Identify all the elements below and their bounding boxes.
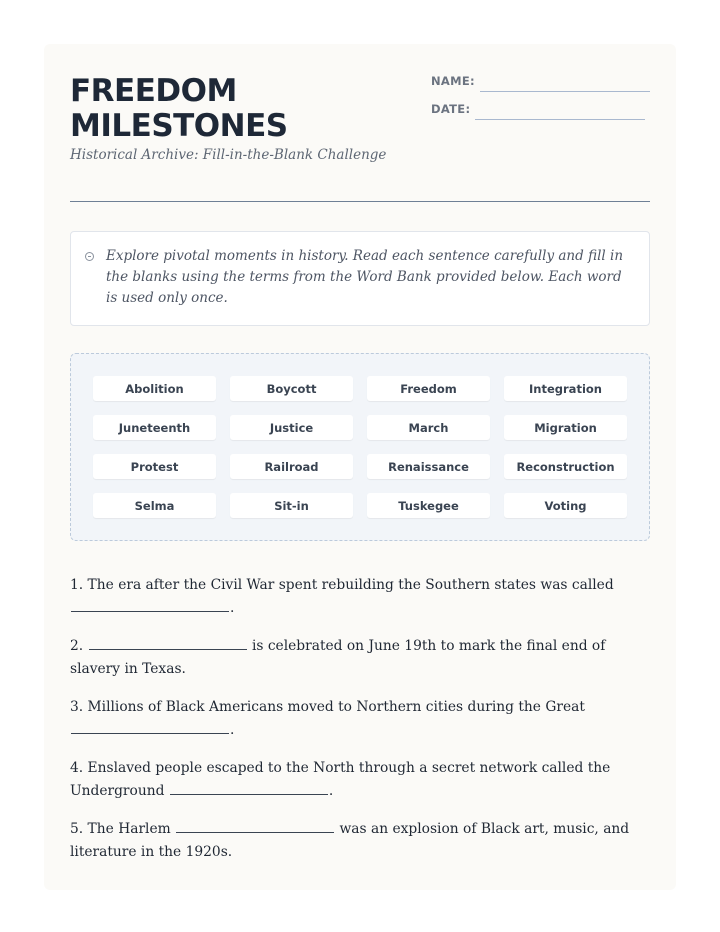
word-bank-chip[interactable]: Freedom <box>367 376 490 401</box>
word-bank-chip[interactable]: Renaissance <box>367 454 490 479</box>
question-text-after: is celebrated on June 19th to mark the final end of slavery in Texas. <box>70 638 606 677</box>
answer-blank[interactable] <box>71 597 229 612</box>
word-bank-grid <box>93 376 627 518</box>
header-divider <box>70 201 650 202</box>
word-bank-chip[interactable]: Boycott <box>230 376 353 401</box>
date-label: DATE: <box>431 102 471 116</box>
answer-blank[interactable] <box>89 635 247 650</box>
question-item <box>70 757 655 803</box>
name-field[interactable] <box>480 91 650 92</box>
answer-blank[interactable] <box>71 719 229 734</box>
page-title: FREEDOM MILESTONES <box>70 73 288 144</box>
word-bank-chip[interactable]: Migration <box>504 415 627 440</box>
answer-blank[interactable] <box>170 780 328 795</box>
question-text-before: 1. The era after the Civil War spent rebuilding the Southern states was called <box>70 577 614 593</box>
page-subtitle: Historical Archive: Fill-in-the-Blank Challenge <box>70 147 387 163</box>
word-bank-chip[interactable]: Justice <box>230 415 353 440</box>
word-bank-chip[interactable]: Juneteenth <box>93 415 216 440</box>
word-bank-chip[interactable]: Sit-in <box>230 493 353 518</box>
name-label: NAME: <box>431 74 475 88</box>
question-text-before: 2. <box>70 638 88 654</box>
question-text-after: . <box>230 600 235 616</box>
instructions-box <box>70 231 650 326</box>
question-item <box>70 696 655 742</box>
instructions-text: Explore pivotal moments in history. Read each sentence carefully and fill in the blanks using the terms from the Word Bank provided below. Each word is used only once. <box>106 248 624 306</box>
word-bank-chip[interactable]: Voting <box>504 493 627 518</box>
word-bank <box>70 353 650 541</box>
question-text-after: was an explosion of Black art, music, and literature in the 1920s. <box>70 821 630 860</box>
worksheet-page <box>44 44 676 890</box>
question-text-before: 5. The Harlem <box>70 821 176 837</box>
word-bank-chip[interactable]: Tuskegee <box>367 493 490 518</box>
word-bank-chip[interactable]: Railroad <box>230 454 353 479</box>
question-item <box>70 635 655 681</box>
word-bank-chip[interactable]: March <box>367 415 490 440</box>
question-text-after: . <box>230 722 235 738</box>
date-field[interactable] <box>475 119 645 120</box>
word-bank-chip[interactable]: Integration <box>504 376 627 401</box>
question-item <box>70 574 655 620</box>
answer-blank[interactable] <box>176 818 334 833</box>
info-circle-icon <box>85 252 94 261</box>
question-text-after: . <box>328 783 334 799</box>
question-text-before: 4. Enslaved people escaped to the North through a secret network called the Underground <box>70 760 611 799</box>
word-bank-chip[interactable]: Abolition <box>93 376 216 401</box>
question-item <box>70 818 655 864</box>
word-bank-chip[interactable]: Selma <box>93 493 216 518</box>
word-bank-chip[interactable]: Protest <box>93 454 216 479</box>
word-bank-chip[interactable]: Reconstruction <box>504 454 627 479</box>
question-list <box>70 574 655 879</box>
question-text-before: 3. Millions of Black Americans moved to Northern cities during the Great <box>70 699 585 715</box>
